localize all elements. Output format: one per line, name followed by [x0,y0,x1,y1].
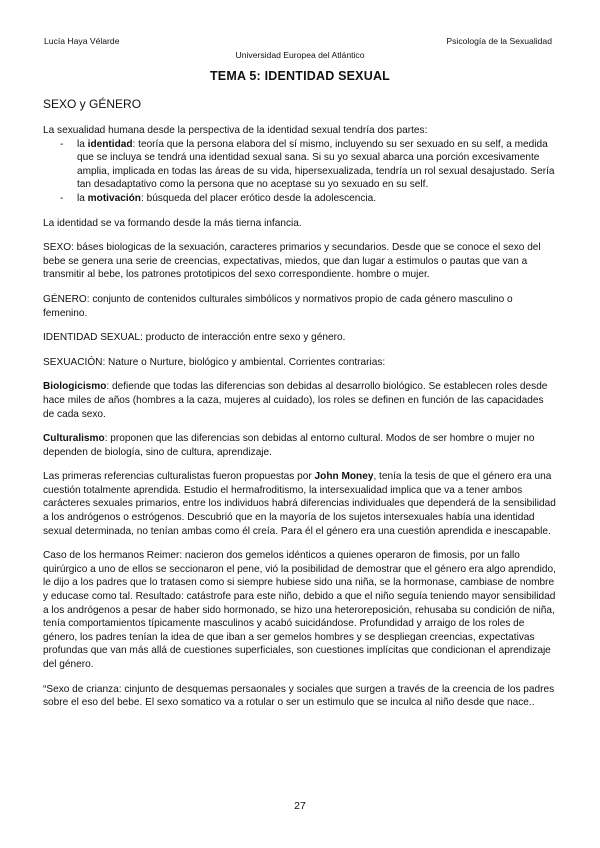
bullet-prefix: la [77,192,88,204]
paragraph-culturalismo [43,432,557,459]
intro-paragraph: La sexualidad humana desde la perspectiva de la identidad sexual tendría dos partes: [43,125,428,136]
bullet-identidad [43,138,557,192]
term-john-money: John Money [314,471,374,483]
page-number: 27 [294,800,306,812]
term-biologicismo: Biologicismo [43,381,107,393]
bullet-text: : teoría que la persona elabora del sí mismo, incluyendo su ser sexuado en su self, a medida que se incluya se tendrá una identidad sexual sana. Si su yo sexual abarca una porción excesivamente amplia, implicada en todas las áreas de su vida, hipersexualizada, tendría un rol sexual desajustado. Sería tan desadaptativo como la persona que no aceptase su yo sexuado en su self. [77,138,555,191]
section-heading: SEXO y GÉNERO [43,97,142,111]
paragraph-sexuacion: SEXUACIÓN: Nature o Nurture, biológico y ambiental. Corrientes contrarias: [43,356,386,368]
paragraph-biologicismo [43,380,557,421]
header-author: Lucía Haya Vélarde [44,36,120,46]
bullet-text: : búsqueda del placer erótico desde la adolescencia. [140,192,377,204]
paragraph-genero: GÉNERO: conjunto de contenidos culturales simbólicos y normativos propio de cada género masculino o femenino. [43,293,513,319]
bullet-motivacion [43,192,557,206]
paragraph-identidad-sexual: IDENTIDAD SEXUAL: producto de interacción entre sexo y género. [43,332,346,344]
paragraph-text: : defiende que todas las diferencias son debidas al desarrollo biológico. Se establecen roles desde hace miles de años (hombres a la caza, mujeres al cuidado), los roles se definen en función de las capacidades de cada sexo. [43,381,548,420]
document-body [43,124,557,721]
paragraph-identidad-infancia: La identidad se va formando desde la más tierna infancia. [43,217,302,229]
bullet-term: identidad [87,138,133,150]
term-culturalismo: Culturalismo [43,433,105,445]
paragraph-sexo-crianza: “Sexo de crianza: cinjunto de desquemas persaonales y sociales que surgen a través de la creencia de los padres sobre el eso del bebe. El sexo somatico va a rotular o ser un estimulo que se inculca al niño desde que nace.. [43,683,555,709]
page-title: TEMA 5: IDENTIDAD SEXUAL [209,69,391,83]
paragraph-sexo: SEXO: báses biologicas de la sexuación, caracteres primarios y secundarios. Desde que se conoce el sexo del bebe se genera una serie de creencias, expectativas, miedos, que dan lugar a estimulos o pautas que van a transmitir al bebe, los patrones prototipicos del sexo correspondiente. hombre o mujer. [43,242,541,281]
bullet-dash: - [60,138,64,150]
paragraph-john-money [43,470,557,538]
paragraph-text: : proponen que las diferencias son debidas al entorno cultural. Modos de ser hombre o mujer no dependen de biología, sino de cultura, aprendizaje. [43,433,535,458]
header-course: Psicología de la Sexualidad [446,36,552,46]
paragraph-prefix: Las primeras referencias culturalistas fueron propuestas por [43,471,315,483]
paragraph-text: , tenía la tesis de que el género era una cuestión totalmente aprendida. Estudio el hermafroditismo, la intersexualidad implica que va a tener ambos carácteres sexuales primarios, entre los individuos habrá diferencias individuales que dependerá de la sensibilidad a los andrógenos o estrógenos. Descubrió que en la mayoría de los sujetos intersexuales había una identidad sexual determinada, no tenían ambas como él creía. Para él el género era una cuestión aprendida e inescapable. [43,471,556,537]
bullet-list [43,138,557,206]
bullet-dash: - [60,192,64,204]
paragraph-hermanos-reimer: Caso de los hermanos Reimer: nacieron dos gemelos idénticos a quienes operaron de fimosis, por un fallo quirúrgico a uno de ellos se seccionaron el pene, vió la posibilidad de demostrar que el género era algo aprendido, le dijo a los padres que lo tratasen como si siempre hubiese sido una niña, se la hormonase, cambiase de nombre y educase como tal. Resultado: catástrofe para este niño, debido a que el niño seguía teniendo mayor sensibilidad a los andrógenos a pesar de haber sido hormonado, se hizo una heteroreposición, rehusaba su condición de niña, tenía comportamientos típicamente masculinos y acabó suicidándose. Profundidad y arraigo de los roles de género, los padres tenían la idea de que iban a ser gemelos hombres y se despliegan creencias, expectativas profundas que van más allá de cuestiones superficiales, son cuestiones implícitas que condicionan el aprendizaje del género. [43,550,556,670]
header-university: Universidad Europea del Atlántico [235,50,365,60]
bullet-prefix: la [77,138,88,150]
bullet-term: motivación [87,192,141,204]
